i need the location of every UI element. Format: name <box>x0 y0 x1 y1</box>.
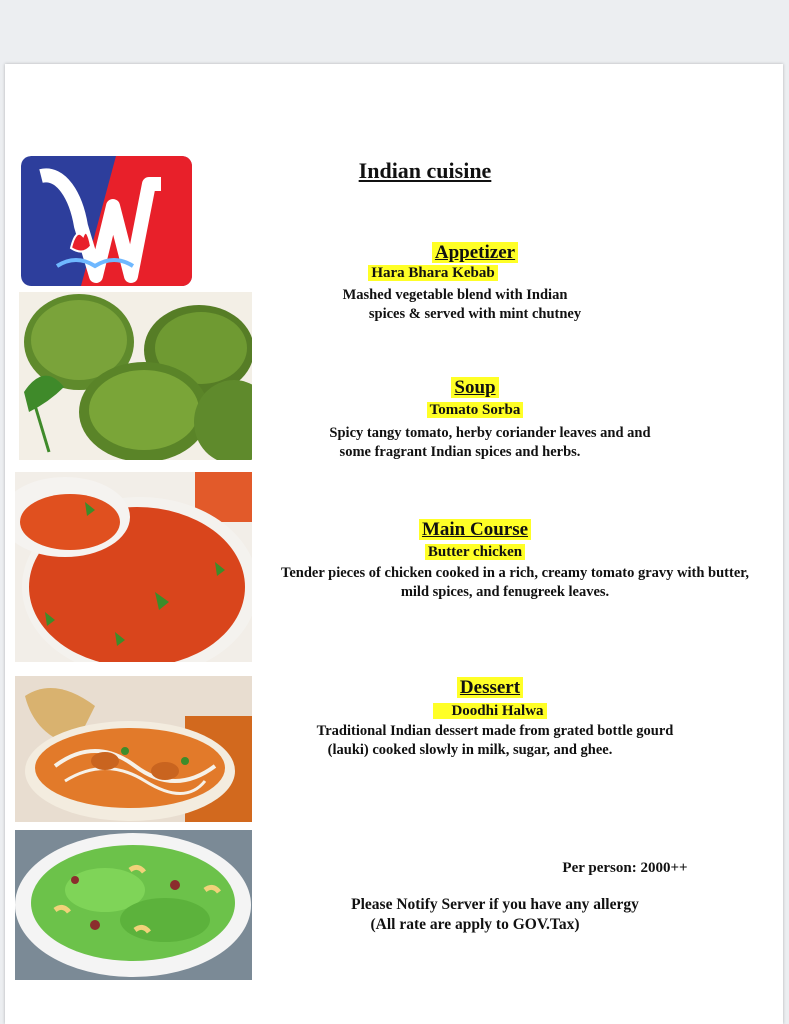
dessert-desc-line2: (lauki) cooked slowly in milk, sugar, and ghee. <box>327 742 613 758</box>
main-course-dish: Butter chicken <box>425 544 525 560</box>
soup-desc-line2: some fragrant Indian spices and herbs. <box>339 444 581 460</box>
menu-sheet <box>5 64 783 1024</box>
butter-chicken-photo <box>15 676 252 822</box>
appetizer-dish: Hara Bhara Kebab <box>368 265 497 281</box>
main-course-heading: Main Course <box>419 519 531 540</box>
menu-title: Indian cuisine <box>358 158 492 183</box>
main-course-desc-line1: Tender pieces of chicken cooked in a rich, creamy tomato gravy with butter, <box>281 565 749 581</box>
doodhi-halwa-photo <box>15 830 252 980</box>
dessert-dish: Doodhi Halwa <box>433 703 546 719</box>
soup-heading: Soup <box>451 377 498 398</box>
tax-note: (All rate are apply to GOV.Tax) <box>370 916 580 933</box>
soup-desc-line1: Spicy tangy tomato, herby coriander leaves and and <box>329 425 651 441</box>
hara-bhara-kebab-photo <box>19 292 252 460</box>
tomato-soup-photo <box>15 472 252 662</box>
appetizer-desc-line2: spices & served with mint chutney <box>368 306 582 322</box>
appetizer-heading: Appetizer <box>432 242 518 263</box>
dessert-desc-line1: Traditional Indian dessert made from grated bottle gourd <box>316 723 674 739</box>
logo-image <box>21 156 192 286</box>
soup-dish: Tomato Sorba <box>427 402 524 418</box>
main-course-desc-line2: mild spices, and fenugreek leaves. <box>400 584 610 600</box>
allergy-note: Please Notify Server if you have any allergy <box>351 896 639 913</box>
appetizer-desc-line1: Mashed vegetable blend with Indian <box>342 287 568 303</box>
price-per-person: Per person: 2000++ <box>562 860 688 876</box>
dessert-heading: Dessert <box>457 677 523 698</box>
